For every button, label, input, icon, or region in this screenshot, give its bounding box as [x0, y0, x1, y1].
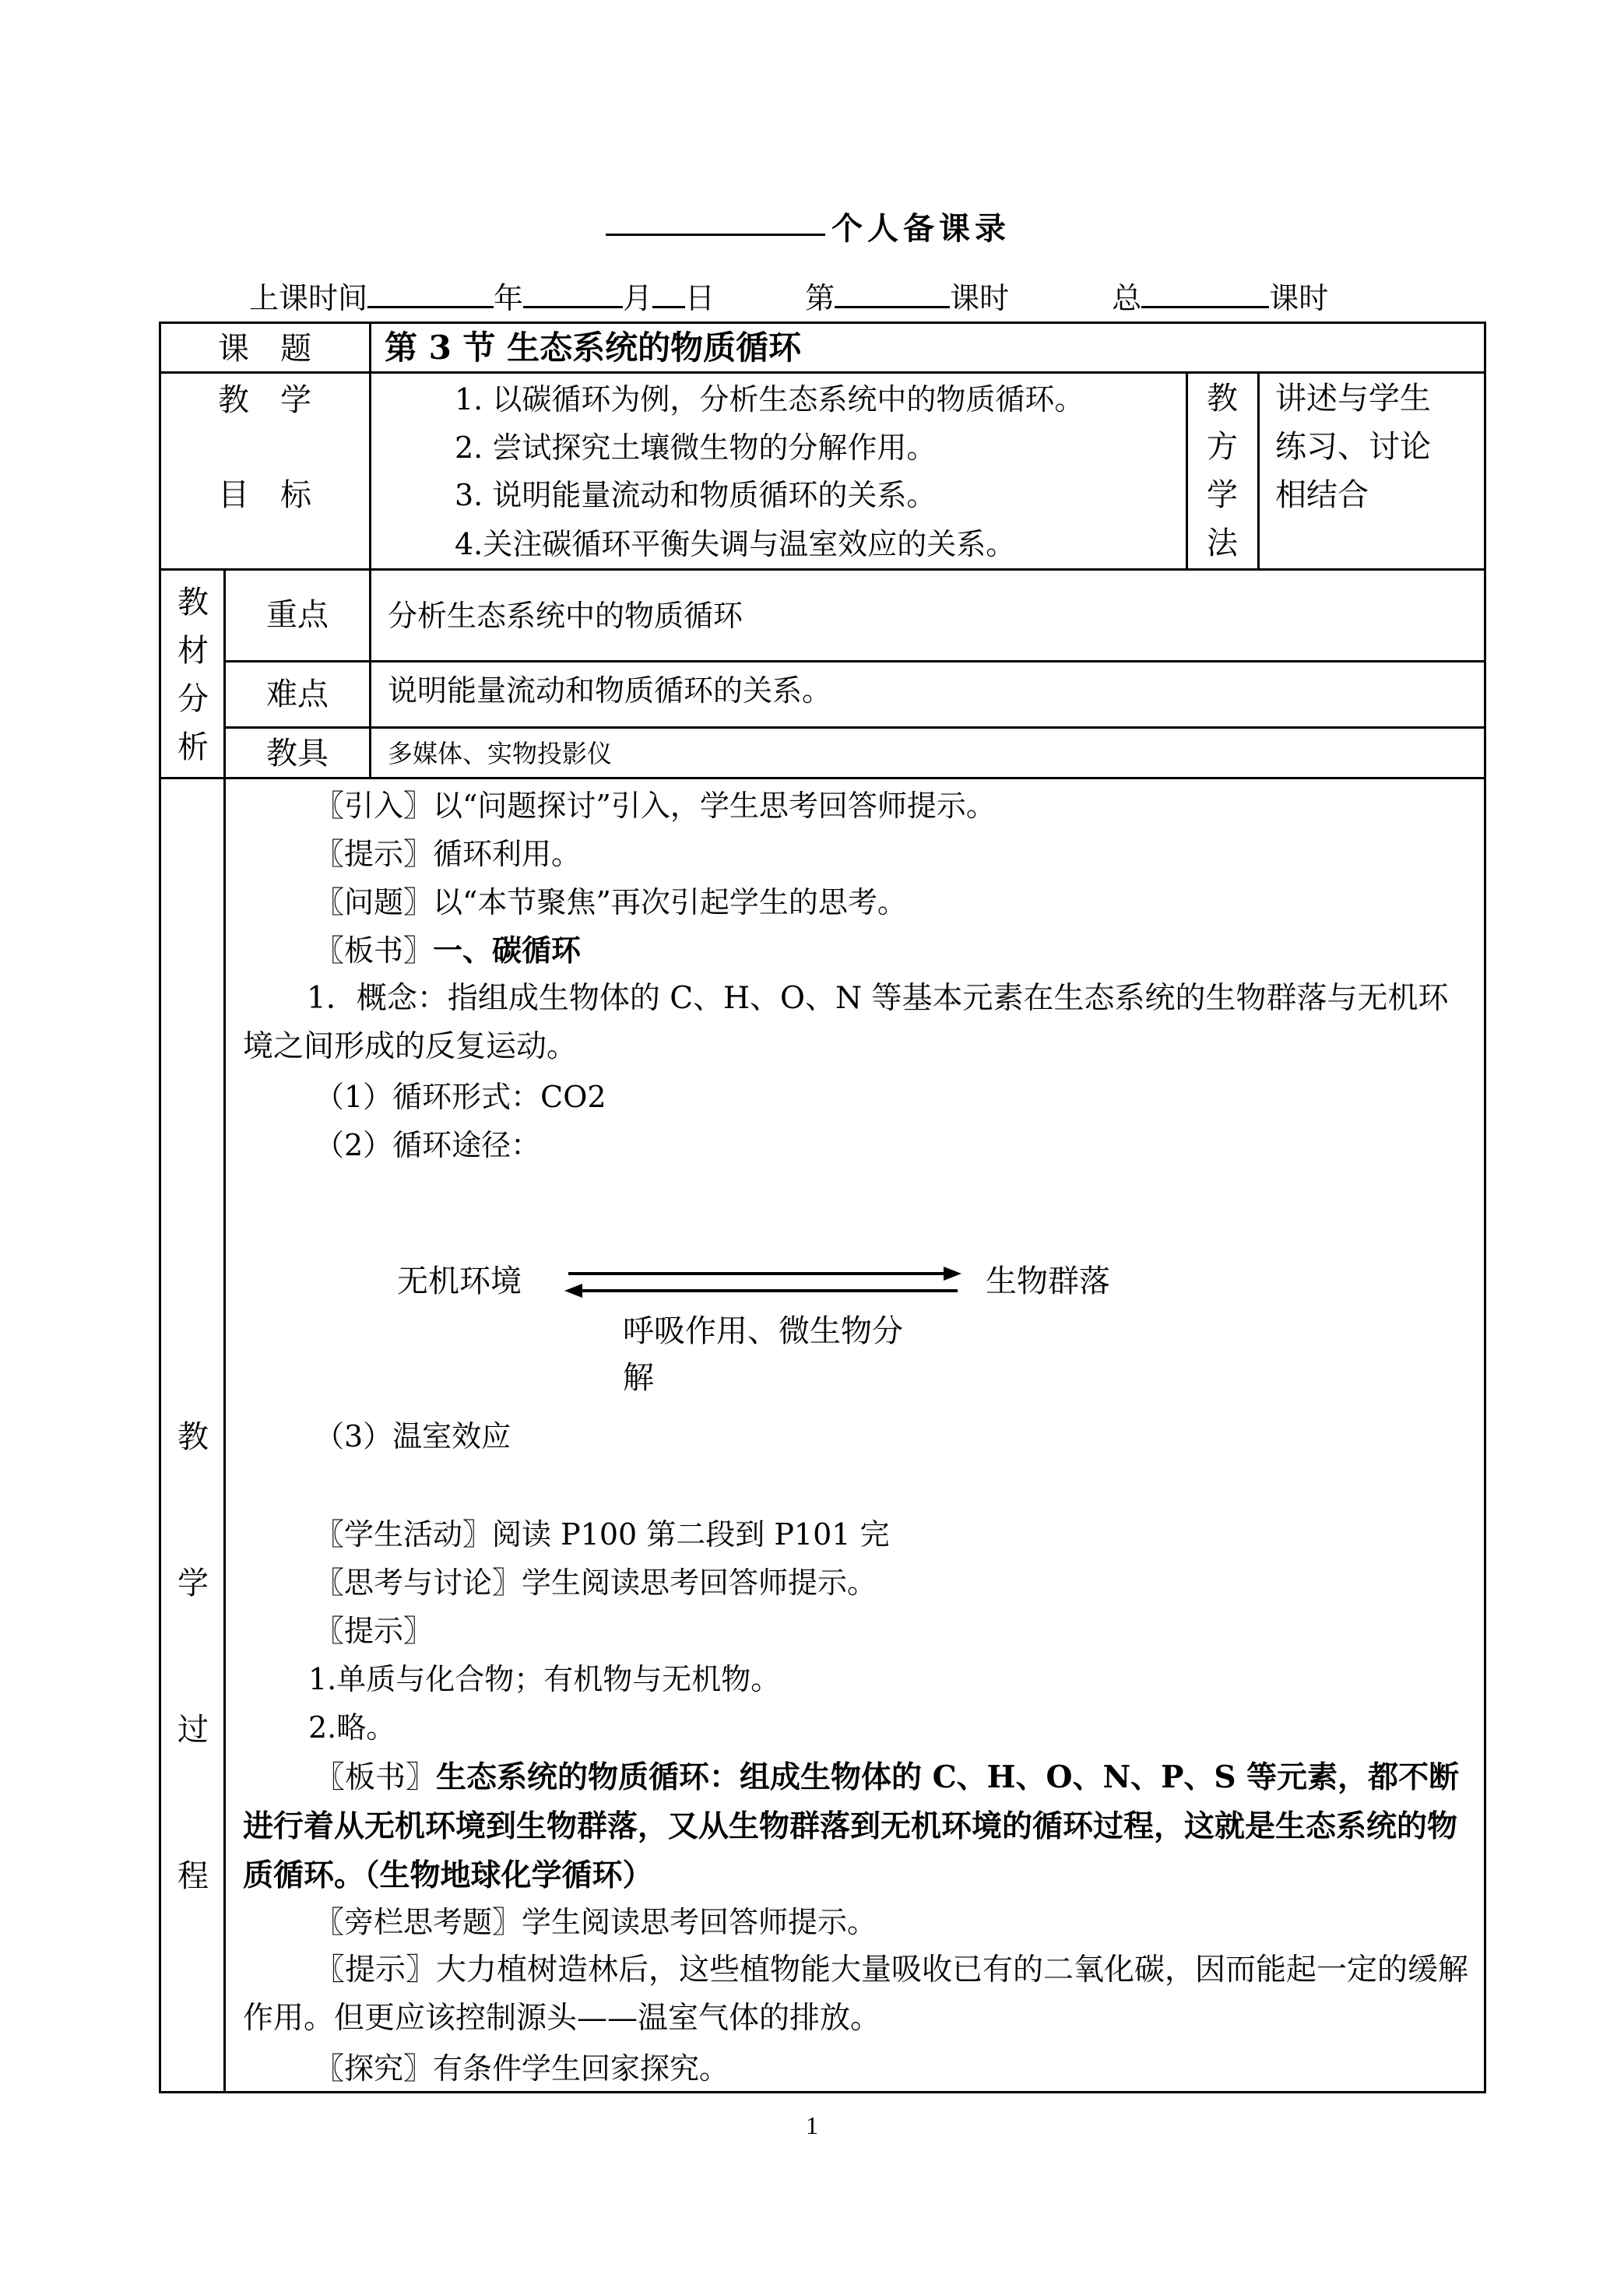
month-blank	[523, 306, 623, 308]
schedule-label-time: 上课时间	[249, 281, 368, 315]
board-heading: 一、碳循环	[433, 933, 582, 968]
method-line: 相结合	[1275, 477, 1369, 513]
difficulty-label: 难点	[266, 677, 329, 712]
schedule-month: 月	[623, 281, 653, 315]
cycle-path: （2）循环途径：	[315, 1128, 541, 1162]
goals-label-1: 教 学	[218, 382, 311, 418]
total-prefix: 总	[1112, 281, 1142, 315]
method-line: 讲述与学生	[1275, 381, 1431, 416]
goal-item: 2. 尝试探究土壤微生物的分解作用。	[455, 431, 937, 465]
board-prefix: 〖板书〗	[315, 933, 434, 968]
diagram-left-label: 无机环境	[397, 1263, 522, 1299]
board-prefix: 〖板书〗	[315, 1760, 437, 1795]
think-discuss: 〖思考与讨论〗学生阅读思考回答师提示。	[315, 1566, 877, 1600]
diagram-arrows	[561, 1260, 965, 1322]
goals-label-2: 目 标	[218, 477, 311, 513]
lesson-prefix: 第	[805, 281, 835, 315]
analysis-label-char: 材	[178, 633, 209, 669]
diagram-cut-label: 解	[623, 1360, 654, 1396]
analysis-label-char: 分	[178, 681, 209, 717]
greenhouse-effect: （3）温室效应	[315, 1419, 511, 1453]
tools-label: 教具	[266, 736, 329, 771]
diagram-bottom-label: 呼吸作用、微生物分	[623, 1313, 903, 1349]
process-label-char: 学	[178, 1566, 209, 1601]
hint-label: 〖提示〗	[315, 1614, 434, 1648]
schedule-row	[249, 283, 1328, 313]
analysis-label-char: 教	[178, 585, 209, 620]
total-suffix: 课时	[1269, 281, 1329, 315]
difficulty-value: 说明能量流动和物质循环的关系。	[388, 673, 832, 708]
method-label-char: 法	[1207, 525, 1238, 561]
student-activity: 〖学生活动〗阅读 P100 第二段到 P101 完	[315, 1517, 890, 1552]
goal-item: 4.关注碳循环平衡失调与温室效应的关系。	[455, 527, 1016, 561]
concept-paragraph: 1．概念：指组成生物体的 C、H、O、N 等基本元素在生态系统的生物群落与无机环境之间形成的反复运动。	[243, 981, 1449, 1064]
key-value: 分析生态系统中的物质循环	[388, 599, 743, 633]
board-definition	[243, 1753, 1473, 1900]
year-blank	[367, 306, 494, 308]
page-title: 个人备课录	[831, 210, 1011, 247]
arrow-left-head	[564, 1284, 582, 1298]
process-question: 〖问题〗以“本节聚焦”再次引起学生的思考。	[315, 885, 907, 919]
goal-item: 3. 说明能量流动和物质循环的关系。	[455, 478, 937, 512]
analysis-label-char: 析	[178, 729, 209, 765]
key-label: 重点	[266, 597, 329, 633]
goal-item: 1. 以碳循环为例，分析生态系统中的物质循环。	[455, 382, 1084, 416]
topic-value: 第 3 节 生态系统的物质循环	[385, 329, 802, 367]
process-label-char: 过	[178, 1712, 209, 1748]
process-label-char: 教	[178, 1419, 209, 1455]
sidebar-hint: 〖提示〗大力植树造林后，这些植物能大量吸收已有的二氧化碳，因而能起一定的缓解作用。但更应该控制源头——温室气体的排放。	[243, 1952, 1469, 2036]
topic-label: 课 题	[218, 331, 311, 367]
title-blank	[606, 234, 825, 236]
process-hint: 〖提示〗循环利用。	[315, 837, 582, 871]
schedule-year: 年	[494, 281, 524, 315]
process-board-1	[315, 933, 582, 968]
process-label-char: 程	[178, 1858, 209, 1894]
method-label-char: 教	[1207, 381, 1238, 416]
method-label-char: 学	[1207, 477, 1238, 513]
lesson-blank	[835, 306, 950, 308]
day-blank	[652, 306, 685, 308]
process-intro: 〖引入〗以“问题探讨”引入，学生思考回答师提示。	[315, 789, 996, 823]
sidebar-question: 〖旁栏思考题〗学生阅读思考回答师提示。	[315, 1905, 877, 1939]
diagram-right-label: 生物群落	[986, 1263, 1110, 1299]
cycle-form: （1）循环形式：CO2	[315, 1080, 606, 1114]
page-number: 1	[806, 2111, 818, 2139]
method-label-char: 方	[1207, 429, 1238, 465]
total-blank	[1141, 306, 1269, 308]
method-line: 练习、讨论	[1275, 429, 1431, 465]
tools-value: 多媒体、实物投影仪	[388, 739, 613, 768]
hint-item-2: 2.略。	[308, 1710, 396, 1745]
arrow-right-head	[944, 1267, 961, 1281]
board-definition-text: 生态系统的物质循环：组成生物体的 C、H、O、N、P、S 等元素，都不断进行着从无机环境到生物群落，又从生物群落到无机环境的循环过程，这就是生态系统的物质循环。（生物地球化学循环）	[243, 1759, 1460, 1893]
lesson-suffix: 课时	[950, 281, 1010, 315]
explore: 〖探究〗有条件学生回家探究。	[315, 2051, 729, 2086]
hint-item-1: 1.单质与化合物；有机物与无机物。	[308, 1662, 781, 1696]
schedule-day: 日	[685, 281, 715, 315]
